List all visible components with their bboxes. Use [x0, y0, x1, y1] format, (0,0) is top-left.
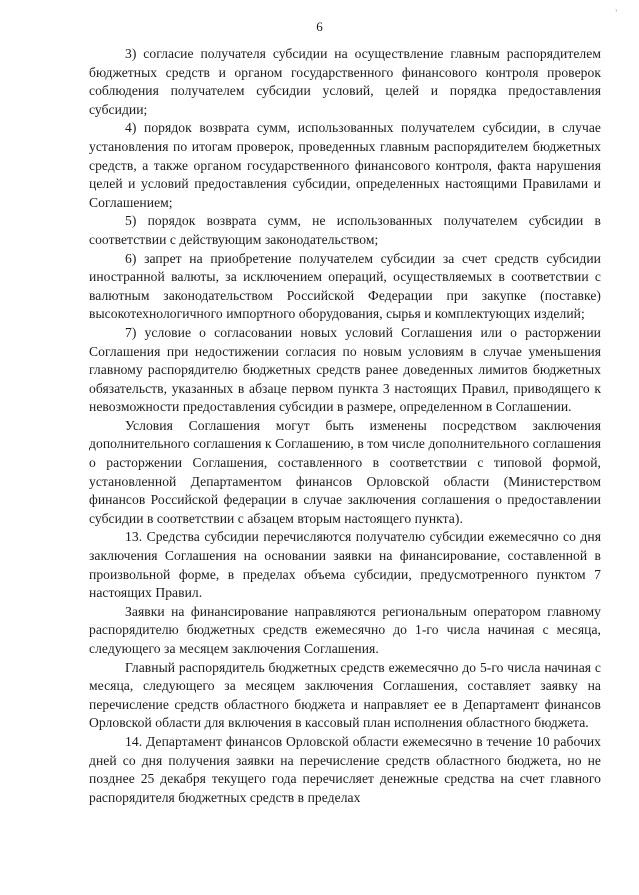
- paragraph-item-3-consent: 3) согласие получателя субсидии на осуществление главным распорядителем бюджетных средств и органом государственного финансового контроля проверок соблюдения получателем субсидии условий, целей и порядка предоставления субсидии;: [89, 46, 601, 117]
- page-number: 6: [316, 19, 323, 34]
- paragraph-clause-13: 13. Средства субсидии перечисляются получателю субсидии ежемесячно со дня заключения Соглашения на основании заявки на финансирование, составленной в произвольной форме, в пределах объема субсидии, предусмотренного пунктом 7 настоящих Правил.: [89, 529, 601, 601]
- paragraph-item-6-currency-ban: 6) запрет на приобретение получателем субсидии за счет средств субсидии иностранной валюты, за исключением операций, осуществляемых в соответствии с валютным законодательством Российской Федерации при закупке (поставке) высокотехнологичного импортного оборудования, сырья и комплектующих изделий;: [89, 250, 601, 322]
- document-body: [89, 45, 601, 807]
- paragraph-item-7-new-conditions: 7) условие о согласовании новых условий Соглашения или о расторжении Соглашения при недостижении согласия по новым условиям в случае уменьшения главному распорядителю бюджетных средств ранее доведенных лимитов бюджетных обязательств, указанных в абзаце первом пункта 3 настоящих Правил, приводящего к невозможности предоставления субсидии в размере, определенном в Соглашении.: [89, 324, 601, 415]
- paragraph-agreement-changes: Условия Соглашения могут быть изменены посредством заключения дополнительного соглашения к Соглашению, в том числе дополнительного соглашения о расторжении Соглашения, составленного в соответствии с типовой формой, установленной Департаментом финансов Орловской области (Министерством финансов Российской федерации в случае заключения соглашения о предоставлении субсидии в соответствии с абзацем вторым настоящего пункта).: [89, 417, 601, 526]
- paragraph-item-5-return-unused: 5) порядок возврата сумм, не использованных получателем субсидии в соответствии с действующим законодательством;: [89, 213, 601, 247]
- paragraph-chief-administrator: Главный распорядитель бюджетных средств ежемесячно до 5-го числа начиная с месяца, следующего за месяцем заключения Соглашения, составляет заявку на перечисление средств областного бюджета и направляет ее в Департамент финансов Орловской области для включения в кассовый план исполнения областного бюджета.: [89, 659, 601, 731]
- corner-mark: ': [615, 8, 617, 18]
- paragraph-financing-requests: Заявки на финансирование направляются региональным оператором главному распорядителю бюджетных средств ежемесячно до 1-го числа начиная с месяца, следующего за месяцем заключения Соглашения.: [89, 603, 601, 656]
- paragraph-clause-14: 14. Департамент финансов Орловской области ежемесячно в течение 10 рабочих дней со дня получения заявки на перечисление средств областного бюджета, но не позднее 25 декабря текущего года перечисляет денежные средства на счет главного распорядителя бюджетных средств в пределах: [89, 733, 601, 805]
- paragraph-item-4-return-used: 4) порядок возврата сумм, использованных получателем субсидии, в случае установления по итогам проверок, проведенных главным распорядителем бюджетных средств, а также органом государственного финансового контроля, факта нарушения целей и условий предоставления субсидии, определенных настоящими Правилами и Соглашением;: [89, 120, 601, 210]
